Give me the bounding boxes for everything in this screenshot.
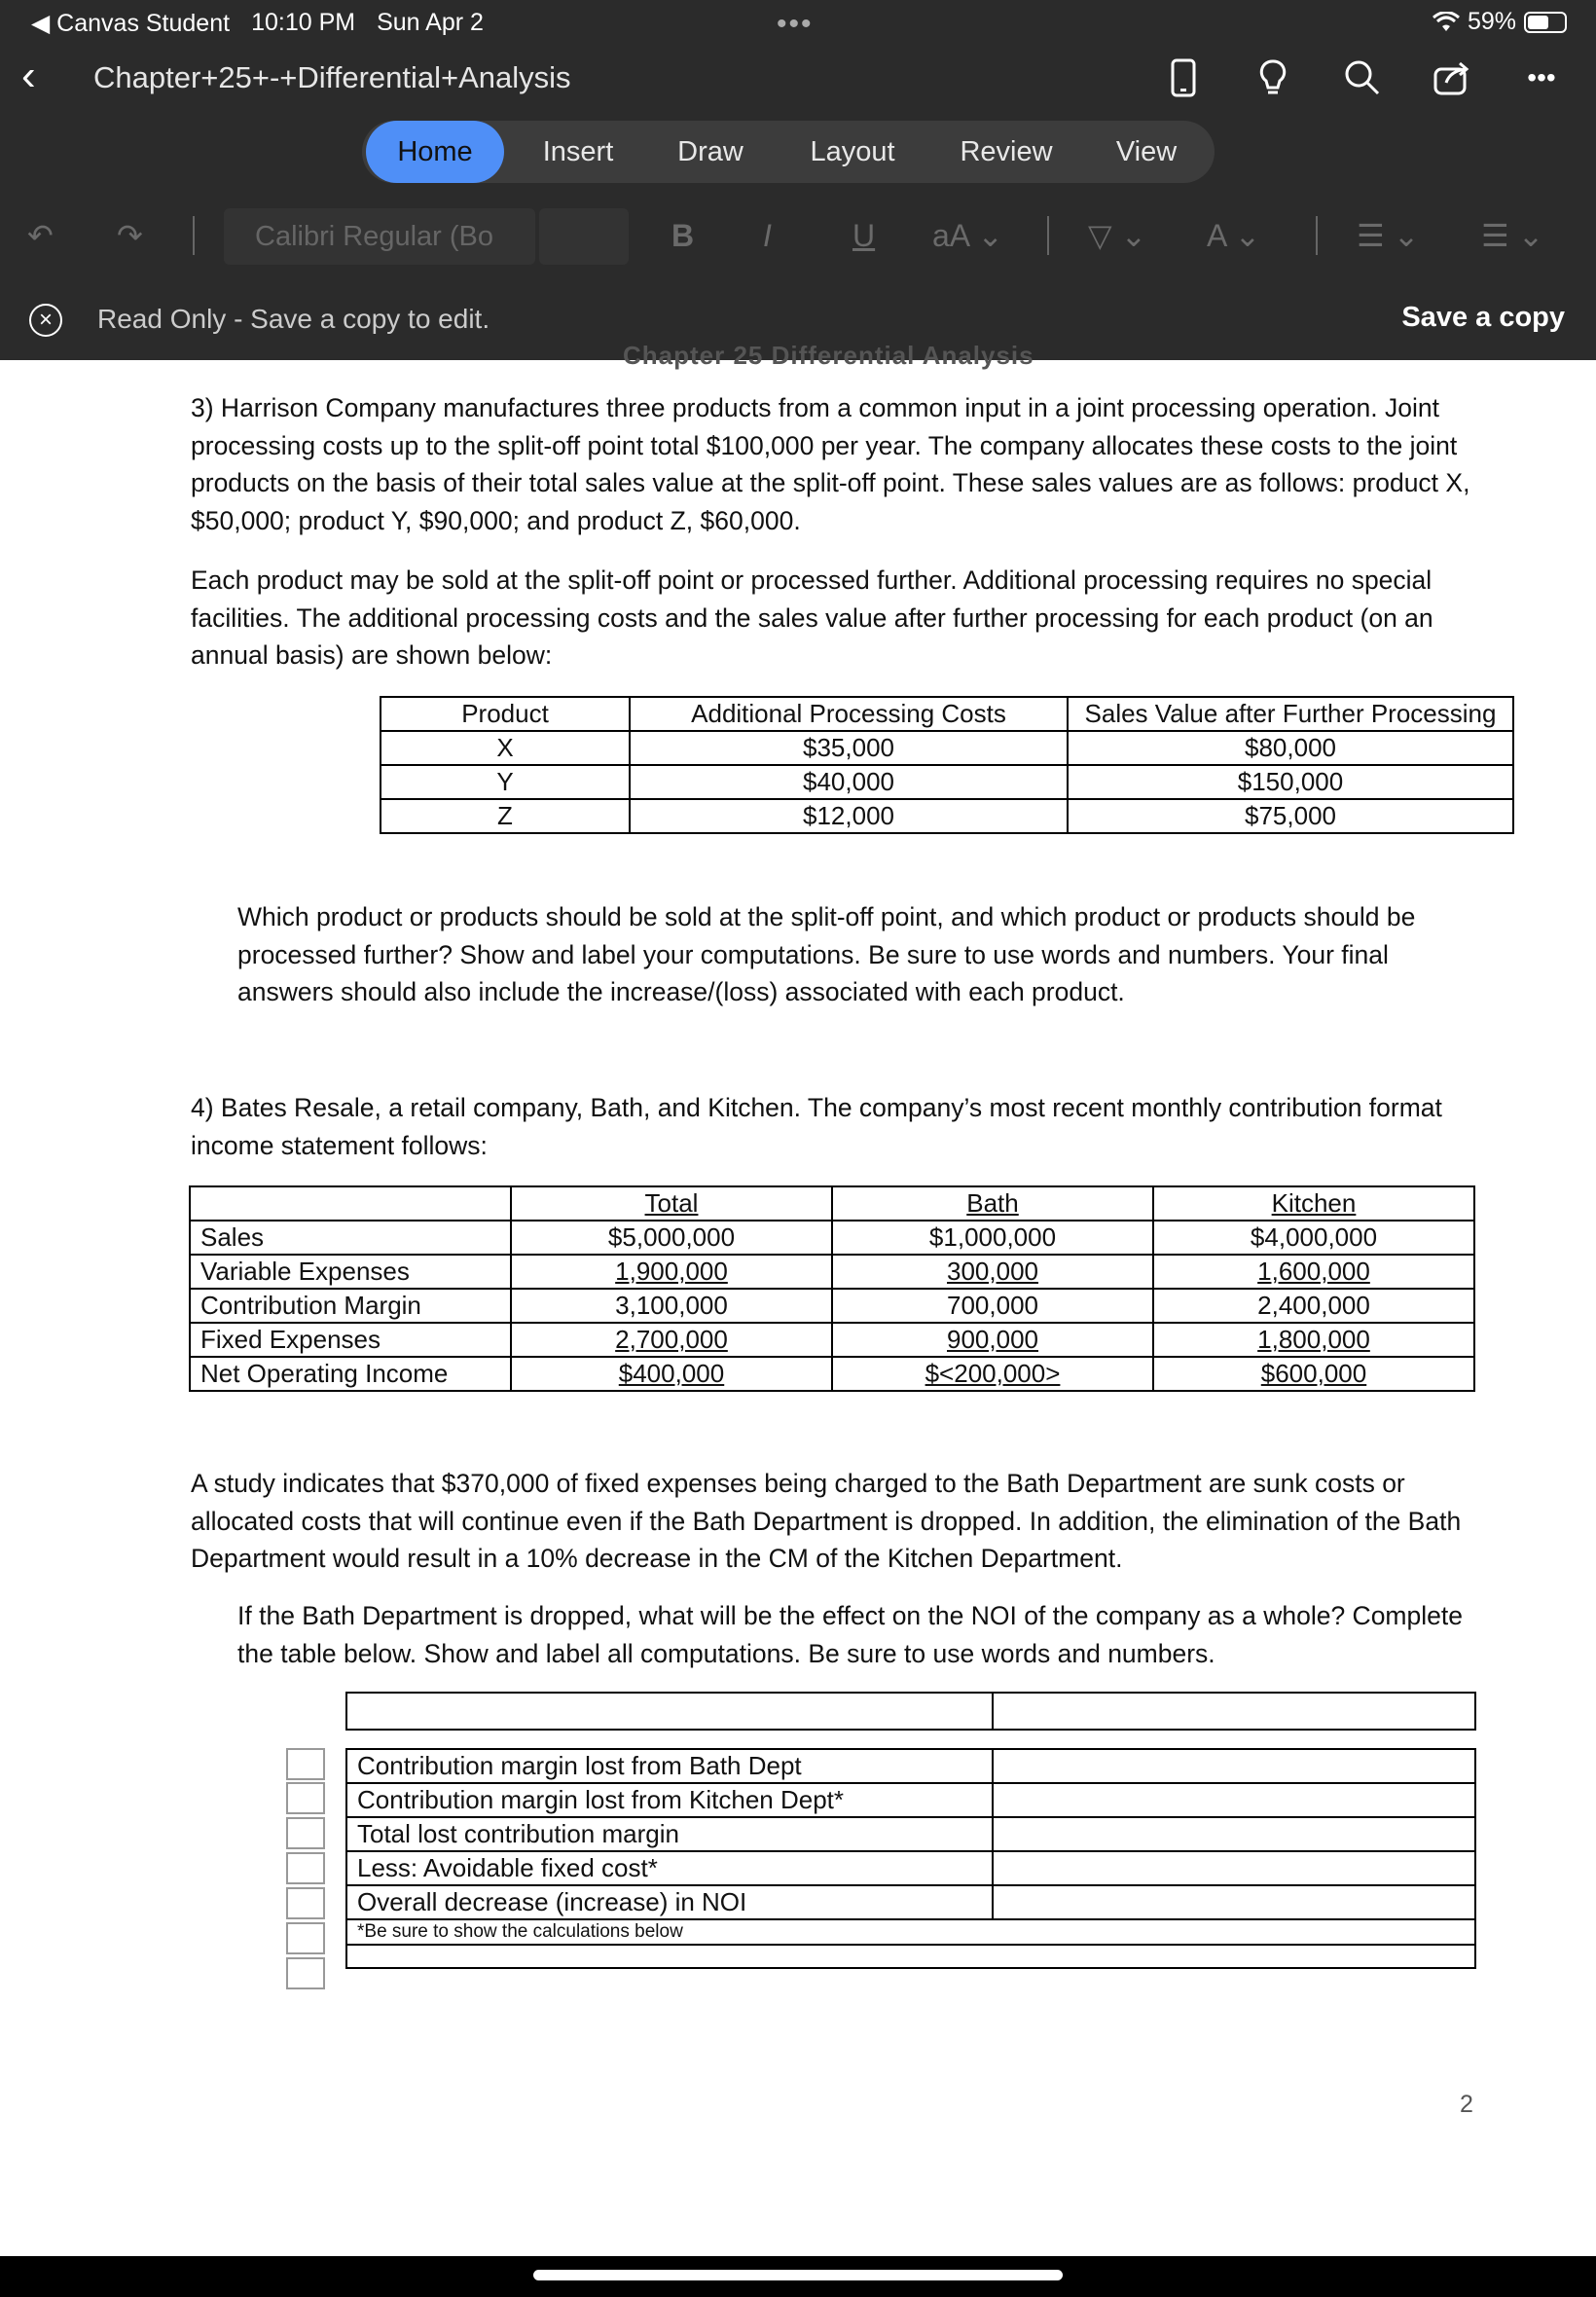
table-row — [346, 1945, 1475, 1968]
q3-table — [380, 696, 1514, 834]
table-row — [346, 1749, 1475, 1783]
font-color-icon[interactable]: A ⌄ — [1207, 218, 1261, 253]
table-cell: Contribution margin lost from Kitchen Dept* — [346, 1783, 993, 1817]
table-cell: 3,100,000 — [511, 1289, 832, 1323]
answer-header-table — [345, 1692, 1476, 1731]
font-name-box[interactable]: Calibri Regular (Bo — [224, 208, 535, 265]
table-cell: 2,400,000 — [1153, 1289, 1474, 1323]
save-a-copy-button[interactable]: Save a copy — [1401, 302, 1565, 333]
margin-box — [286, 1852, 325, 1884]
phone-view-icon[interactable] — [1158, 53, 1209, 103]
table-cell — [346, 1693, 993, 1730]
table-cell: $75,000 — [1068, 799, 1513, 833]
wifi-icon — [1433, 12, 1460, 33]
answer-input-cell[interactable] — [993, 1749, 1475, 1783]
back-chevron-icon[interactable]: ‹ — [21, 52, 36, 99]
tab-draw[interactable]: Draw — [677, 136, 744, 167]
multitask-dots-icon[interactable]: ••• — [777, 8, 814, 40]
table-row — [190, 1255, 1474, 1289]
table-cell: $1,000,000 — [832, 1221, 1153, 1255]
table-cell: $400,000 — [511, 1357, 832, 1391]
search-icon[interactable] — [1337, 53, 1388, 103]
table-row — [346, 1693, 1475, 1730]
table-header: Total — [511, 1186, 832, 1221]
share-icon[interactable] — [1427, 53, 1477, 103]
numbered-list-icon[interactable]: ☰ ⌄ — [1481, 218, 1544, 253]
table-row — [381, 765, 1513, 799]
lightbulb-icon[interactable] — [1248, 53, 1298, 103]
font-size-box[interactable] — [539, 208, 629, 265]
status-date: Sun Apr 2 — [377, 9, 484, 36]
q4-study: A study indicates that $370,000 of fixed expenses being charged to the Bath Department are sunk costs or allocated costs that will continue even if the Bath Department is dropped. In addition, the elimination of the Bath Department would result in a 10% decrease in the CM of the Kitchen Department. — [191, 1469, 1462, 1573]
toolbar-divider — [1316, 216, 1318, 255]
table-cell: Variable Expenses — [190, 1255, 511, 1289]
status-time: 10:10 PM — [251, 9, 356, 36]
page-number: 2 — [1460, 2091, 1473, 2118]
table-row — [346, 1783, 1475, 1817]
answer-input-cell[interactable] — [993, 1783, 1475, 1817]
margin-box — [286, 1782, 325, 1814]
table-cell: Sales — [190, 1221, 511, 1255]
status-bar — [0, 0, 1596, 47]
table-cell: 300,000 — [832, 1255, 1153, 1289]
answer-input-cell[interactable] — [993, 1851, 1475, 1885]
tab-home[interactable]: Home — [366, 121, 504, 183]
table-cell: $4,000,000 — [1153, 1221, 1474, 1255]
back-to-app-link[interactable]: ◀ Canvas Student — [31, 10, 231, 37]
answer-input-cell[interactable] — [993, 1885, 1475, 1919]
answer-calculation-cell[interactable] — [346, 1945, 1475, 1968]
table-cell: $40,000 — [630, 765, 1068, 799]
table-cell: Y — [381, 765, 630, 799]
q3-question: Which product or products should be sold at the split-off point, and which product or products should be processed further? Show and label your computations. Be sure to use words and numbers. Your final answers should also include the increase/(loss) associated with each product. — [237, 902, 1416, 1006]
table-cell: 1,900,000 — [511, 1255, 832, 1289]
battery-percent: 59% — [1467, 8, 1516, 35]
table-cell — [993, 1693, 1475, 1730]
bullet-list-icon[interactable]: ☰ ⌄ — [1357, 218, 1420, 253]
formatting-toolbar — [0, 200, 1596, 273]
table-row — [346, 1919, 1475, 1945]
table-row — [190, 1323, 1474, 1357]
margin-box — [286, 1957, 325, 1989]
table-row — [190, 1357, 1474, 1391]
q4-question: If the Bath Department is dropped, what will be the effect on the NOI of the company as a whole? Complete the table below. Show and label all computations. Be sure to use words and numbers. — [237, 1601, 1463, 1668]
table-row — [346, 1817, 1475, 1851]
read-only-message: Read Only - Save a copy to edit. — [97, 304, 490, 334]
table-cell: 1,800,000 — [1153, 1323, 1474, 1357]
table-row — [190, 1221, 1474, 1255]
undo-icon[interactable]: ↶ — [27, 218, 54, 253]
table-cell: $12,000 — [630, 799, 1068, 833]
table-header: Kitchen — [1153, 1186, 1474, 1221]
table-row — [381, 799, 1513, 833]
table-header: Sales Value after Further Processing — [1068, 697, 1513, 731]
table-cell: 700,000 — [832, 1289, 1153, 1323]
table-cell: $150,000 — [1068, 765, 1513, 799]
table-cell: Contribution margin lost from Bath Dept — [346, 1749, 993, 1783]
table-cell: $5,000,000 — [511, 1221, 832, 1255]
bold-button[interactable]: B — [671, 218, 695, 253]
tab-review[interactable]: Review — [960, 136, 1053, 167]
close-icon[interactable]: × — [29, 304, 62, 337]
table-cell: X — [381, 731, 630, 765]
table-cell: 900,000 — [832, 1323, 1153, 1357]
table-cell: Total lost contribution margin — [346, 1817, 993, 1851]
redo-icon[interactable]: ↷ — [117, 218, 143, 253]
table-row — [346, 1885, 1475, 1919]
table-cell: $600,000 — [1153, 1357, 1474, 1391]
battery-icon — [1524, 12, 1567, 33]
tab-layout[interactable]: Layout — [810, 136, 895, 167]
table-header: Bath — [832, 1186, 1153, 1221]
table-cell: $35,000 — [630, 731, 1068, 765]
q4-intro: 4) Bates Resale, a retail company, Bath, and Kitchen. The company’s most recent monthly contribution format income statement follows: — [191, 1093, 1442, 1160]
margin-box — [286, 1817, 325, 1849]
font-size-label: aA — [932, 218, 969, 253]
answer-input-cell[interactable] — [993, 1817, 1475, 1851]
answer-note: *Be sure to show the calculations below — [346, 1919, 1475, 1945]
margin-box — [286, 1887, 325, 1919]
table-cell: Less: Avoidable fixed cost* — [346, 1851, 993, 1885]
table-cell: $80,000 — [1068, 731, 1513, 765]
table-header: Additional Processing Costs — [630, 697, 1068, 731]
cut-off-heading: Chapter 25 Differential Analysis — [623, 341, 1034, 370]
table-cell: Overall decrease (increase) in NOI — [346, 1885, 993, 1919]
more-options-icon[interactable]: ••• — [1527, 62, 1556, 92]
q4-income-table — [189, 1185, 1475, 1392]
app-chrome — [0, 0, 1596, 360]
margin-box — [286, 1922, 325, 1954]
q3-para2: Each product may be sold at the split-off point or processed further. Additional processing requires no special facilities. The additional processing costs and the sales value after further processing for each product (on an annual basis) are shown below: — [191, 565, 1433, 670]
highlight-icon[interactable]: ▽ ⌄ — [1088, 218, 1147, 253]
title-bar — [0, 47, 1596, 109]
table-row — [190, 1289, 1474, 1323]
table-row — [346, 1851, 1475, 1885]
answer-table — [345, 1748, 1476, 1969]
table-cell: Contribution Margin — [190, 1289, 511, 1323]
font-size-button[interactable]: aA ⌄ — [932, 218, 1004, 253]
table-cell: 2,700,000 — [511, 1323, 832, 1357]
home-indicator[interactable] — [533, 2270, 1063, 2280]
table-cell: Net Operating Income — [190, 1357, 511, 1391]
underline-button[interactable]: U — [852, 218, 876, 253]
margin-box — [286, 1748, 325, 1780]
tab-view[interactable]: View — [1115, 136, 1178, 167]
tab-insert[interactable]: Insert — [542, 136, 614, 167]
table-cell: 1,600,000 — [1153, 1255, 1474, 1289]
table-header — [190, 1186, 511, 1221]
q3-intro: 3) Harrison Company manufactures three products from a common input in a joint processing operation. Joint processing costs up to the split-off point total $100,000 per year. The company allocates these costs to the joint products on the basis of their total sales value at the split-off point. These sales values are as follows: product X, $50,000; product Y, $90,000; and product Z, $60,000. — [191, 393, 1470, 535]
toolbar-divider — [1047, 216, 1049, 255]
ribbon-tabs — [362, 121, 1215, 183]
document-page — [0, 341, 1596, 2258]
document-title: Chapter+25+-+Differential+Analysis — [93, 60, 571, 94]
table-cell: Z — [381, 799, 630, 833]
table-cell: Fixed Expenses — [190, 1323, 511, 1357]
table-header-row — [190, 1186, 1474, 1221]
table-row — [381, 731, 1513, 765]
table-header-row — [381, 697, 1513, 731]
battery-fill — [1528, 16, 1548, 29]
table-header: Product — [381, 697, 630, 731]
table-cell: $<200,000> — [832, 1357, 1153, 1391]
toolbar-divider — [193, 216, 195, 255]
italic-button[interactable]: I — [763, 218, 772, 253]
